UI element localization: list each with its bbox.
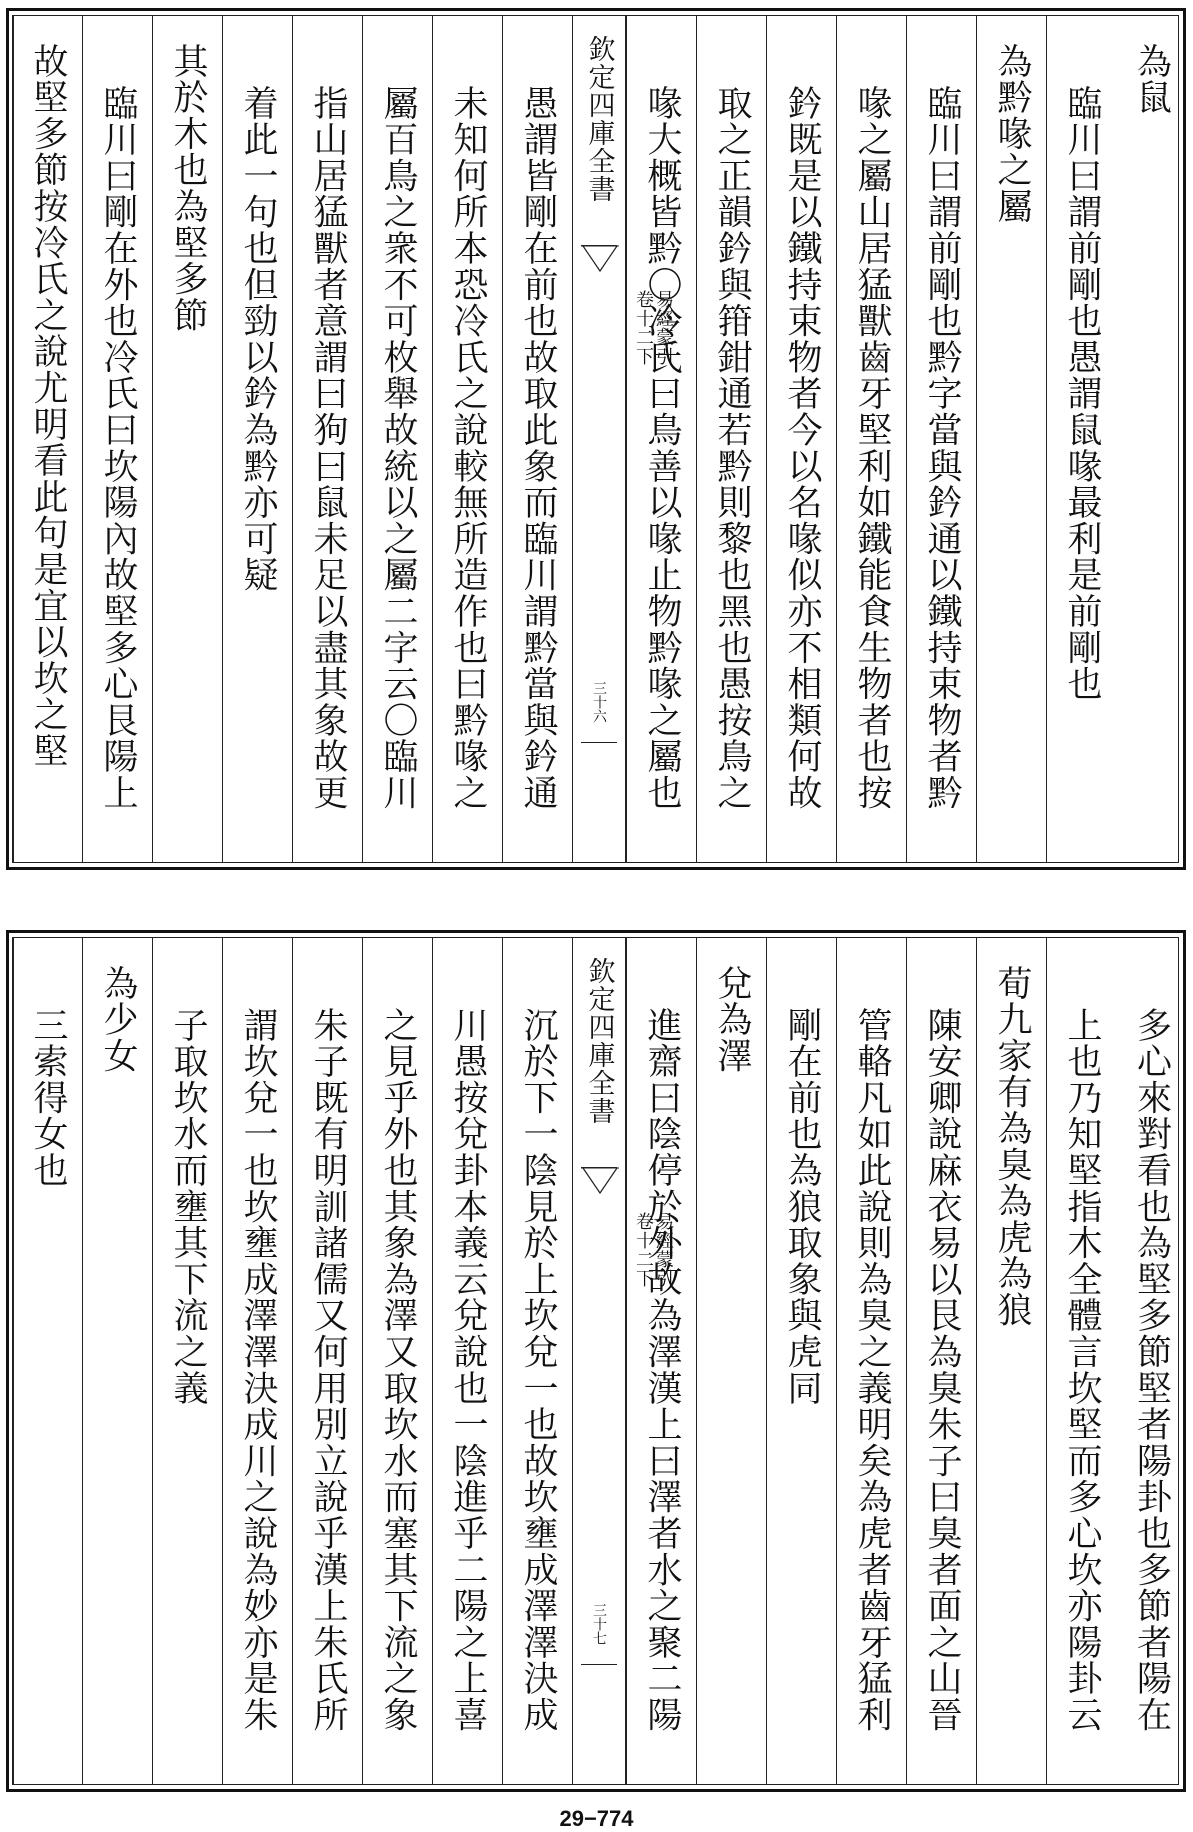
text-column xyxy=(766,15,836,863)
gutter-volume-title: 易經蒙引 xyxy=(653,1212,674,1288)
column-text: 管輅凡如此說則為臭之義明矣為虎者齒牙猛利 xyxy=(852,1007,892,1733)
column-text: 為鼠 xyxy=(1131,43,1172,116)
text-column xyxy=(222,937,292,1785)
column-text: 三索得女也 xyxy=(28,1007,68,1189)
column-text: 剛在前也為狼取象與虎同 xyxy=(782,1007,822,1407)
column-text: 上也乃知堅指木全體言坎堅而多心坎亦陽卦云 xyxy=(1062,1007,1102,1733)
column-text: 謂坎兌一也坎壅成澤澤決成川之說為妙亦是朱 xyxy=(238,1007,278,1733)
text-column xyxy=(292,15,362,863)
text-column xyxy=(976,937,1046,1785)
column-text: 臨川曰剛在外也冷氏曰坎陽內故堅多心艮陽上 xyxy=(98,85,138,811)
page-number: 29−774 xyxy=(559,1806,634,1831)
gutter-rule xyxy=(581,1664,617,1665)
column-text: 為少女 xyxy=(98,965,138,1074)
column-text: 喙大概皆黔〇冷氏曰鳥善以喙止物黔喙之屬也 xyxy=(642,85,682,811)
column-text: 未知何所本恐冷氏之說較無所造作也曰黔喙之 xyxy=(448,85,488,811)
text-column xyxy=(292,937,362,1785)
text-column xyxy=(12,937,82,1785)
text-column xyxy=(626,15,696,863)
text-column xyxy=(1116,937,1186,1785)
column-text: 喙之屬山居猛獸齒牙堅利如鐵能食生物者也按 xyxy=(852,85,892,811)
gutter-volume-title: 易經蒙引 xyxy=(653,290,674,366)
text-column xyxy=(906,15,976,863)
text-column xyxy=(836,15,906,863)
column-text: 兌為澤 xyxy=(712,965,752,1074)
text-column xyxy=(82,937,152,1785)
text-column xyxy=(1046,15,1116,863)
gutter-leaf-number: 三十七 xyxy=(591,1603,607,1645)
text-column xyxy=(906,937,976,1785)
text-column xyxy=(82,15,152,863)
column-text: 取之正韻鈐與箝鉗通若黔則黎也黑也愚按鳥之 xyxy=(712,85,752,811)
text-column xyxy=(12,15,82,863)
gutter-leaf-number: 三十六 xyxy=(591,681,607,723)
fishtail-mark xyxy=(581,245,617,279)
column-text: 鈐既是以鐵持束物者今以名喙似亦不相類何故 xyxy=(782,85,822,811)
column-text: 愚謂皆剛在前也故取此象而臨川謂黔當與鈐通 xyxy=(518,85,558,811)
text-column xyxy=(432,15,502,863)
column-text: 指山居猛獸者意謂曰狗曰鼠未足以盡其象故更 xyxy=(308,85,348,811)
text-column xyxy=(696,937,766,1785)
top-page-panel xyxy=(6,8,1186,870)
text-column xyxy=(502,15,572,863)
text-column xyxy=(432,937,502,1785)
column-text: 沉於下一陰見於上坎兌一也故坎壅成澤澤決成 xyxy=(518,1007,558,1733)
text-column xyxy=(766,937,836,1785)
gutter-volume-number: 卷十二下 xyxy=(633,1212,654,1288)
text-column xyxy=(696,15,766,863)
text-column xyxy=(222,15,292,863)
column-text: 其於木也為堅多節 xyxy=(168,43,208,334)
fishtail-mark xyxy=(581,1167,617,1201)
column-text: 陳安卿說麻衣易以艮為臭朱子曰臭者面之山晉 xyxy=(922,1007,962,1733)
gutter-volume-number: 卷十二下 xyxy=(633,290,654,366)
text-column xyxy=(836,937,906,1785)
column-text: 川愚按兌卦本義云兌說也一陰進乎二陽之上喜 xyxy=(448,1007,488,1733)
column-text: 故堅多節按冷氏之說尤明看此句是宜以坎之堅 xyxy=(28,43,68,769)
gutter-rule xyxy=(581,742,617,743)
column-text: 荀九家有為臭為虎為狼 xyxy=(992,965,1032,1328)
column-text: 臨川曰謂前剛也黔字當與鈐通以鐵持束物者黔 xyxy=(922,85,962,811)
gutter-book-title: 欽定四庫全書 xyxy=(583,35,615,203)
bottom-page-panel xyxy=(6,930,1186,1792)
column-text: 進齋曰陰停於外故為澤漢上曰澤者水之聚二陽 xyxy=(642,1007,682,1733)
column-text: 多心來對看也為堅多節堅者陽卦也多節者陽在 xyxy=(1131,1007,1172,1733)
text-column xyxy=(152,15,222,863)
text-column xyxy=(502,937,572,1785)
gutter-book-title: 欽定四庫全書 xyxy=(583,957,615,1125)
column-text: 屬百鳥之衆不可枚舉故統以之屬二字云〇臨川 xyxy=(378,85,418,811)
text-column xyxy=(152,937,222,1785)
column-text: 之見乎外也其象為澤又取坎水而塞其下流之象 xyxy=(378,1007,418,1733)
column-text: 臨川曰謂前剛也愚謂鼠喙最利是前剛也 xyxy=(1062,85,1102,703)
text-column xyxy=(976,15,1046,863)
text-column xyxy=(1116,15,1186,863)
text-column xyxy=(362,15,432,863)
column-text: 朱子既有明訓諸儒又何用別立說乎漢上朱氏所 xyxy=(308,1007,348,1733)
column-text: 着此一句也但勁以鈐為黔亦可疑 xyxy=(238,85,278,594)
column-text: 子取坎水而壅其下流之義 xyxy=(168,1007,208,1407)
text-column xyxy=(1046,937,1116,1785)
text-column xyxy=(626,937,696,1785)
column-text: 為黔喙之屬 xyxy=(992,43,1032,225)
text-column xyxy=(362,937,432,1785)
